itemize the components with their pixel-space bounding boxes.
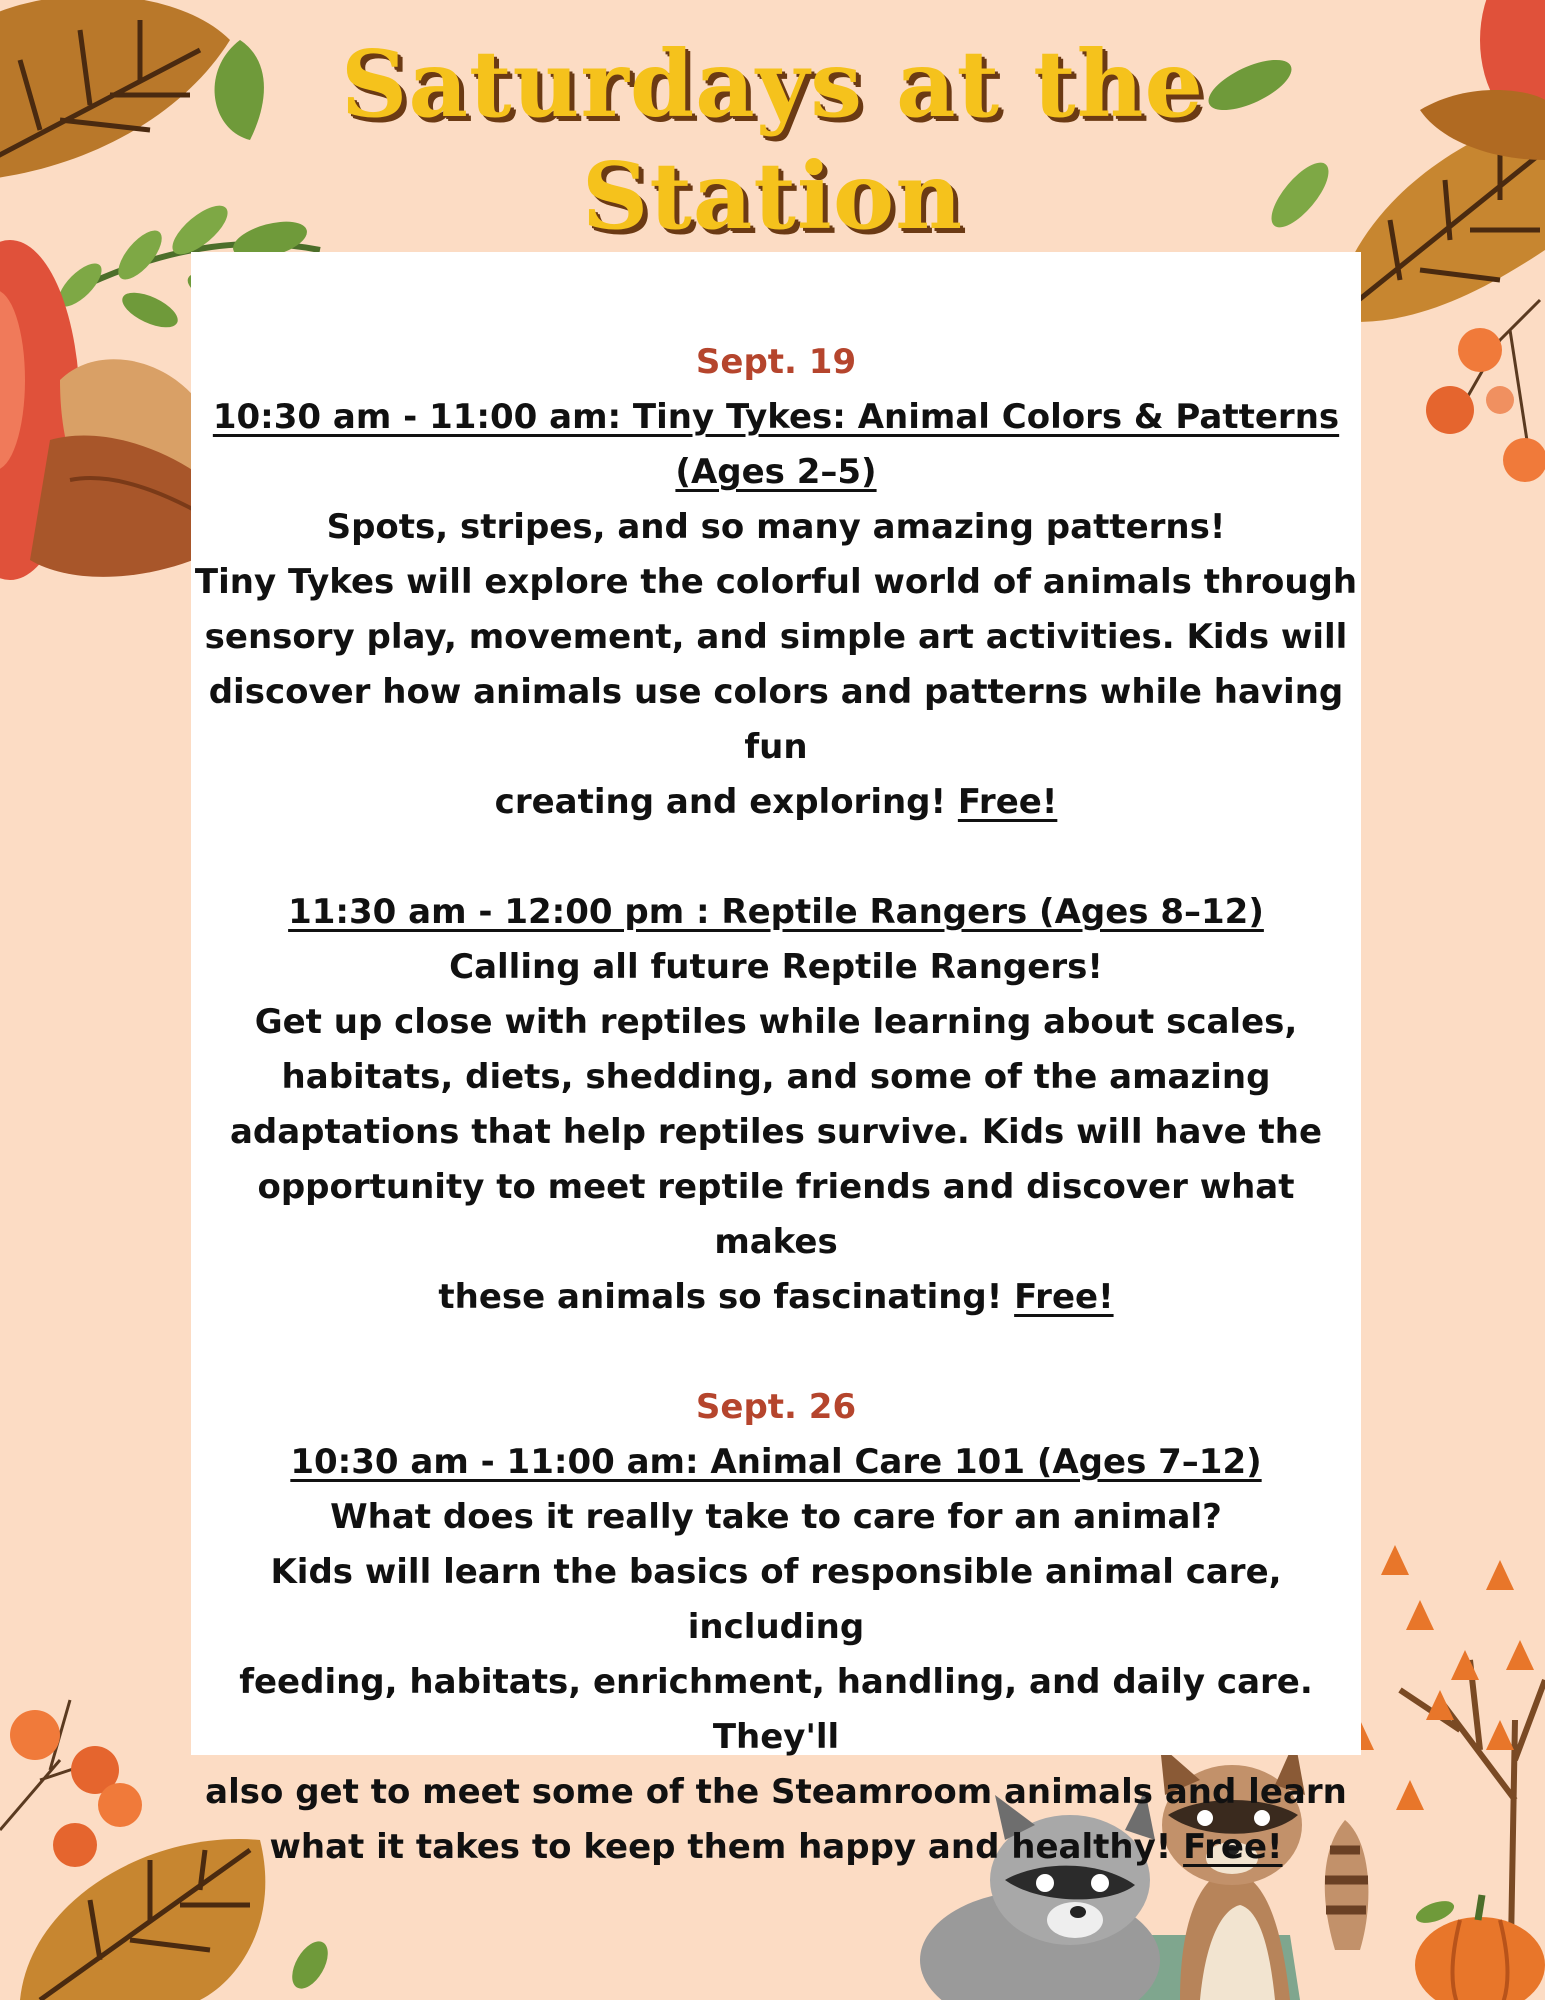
free-label: Free! xyxy=(957,782,1058,822)
title-line-2: Station xyxy=(581,142,964,250)
event-heading-line-1: 10:30 am - 11:00 am: Tiny Tykes: Animal Colors & Patterns xyxy=(212,397,1340,437)
section-spacer xyxy=(191,1325,1361,1380)
schedule-content xyxy=(191,335,1361,1875)
red-berries-icon xyxy=(1426,300,1545,482)
event-description-line: sensory play, movement, and simple art activities. Kids will xyxy=(204,617,1348,657)
event-description-text: these animals so fascinating! xyxy=(438,1277,1003,1317)
title-line-1: Saturdays at the xyxy=(340,30,1205,138)
event-description-line: discover how animals use colors and patterns while having fun xyxy=(208,672,1344,767)
event-description-line: feeding, habitats, enrichment, handling, and daily care. They'll xyxy=(239,1662,1313,1757)
event-reptile-rangers xyxy=(191,885,1361,1325)
event-tagline: What does it really take to care for an animal? xyxy=(330,1497,1222,1537)
event-tiny-tykes xyxy=(191,335,1361,830)
event-description-line xyxy=(191,1820,1361,1875)
event-heading-line-1: 11:30 am - 12:00 pm : Reptile Rangers (Ages 8–12) xyxy=(288,892,1264,932)
page-title xyxy=(0,28,1545,252)
event-description-line: also get to meet some of the Steamroom animals and learn xyxy=(205,1772,1347,1812)
event-description-line xyxy=(191,1270,1361,1325)
event-heading xyxy=(191,885,1361,940)
event-description-line: habitats, diets, shedding, and some of the amazing xyxy=(281,1057,1271,1097)
event-tagline: Calling all future Reptile Rangers! xyxy=(449,947,1103,987)
event-heading-line-2: (Ages 2–5) xyxy=(675,452,877,492)
event-description-line: adaptations that help reptiles survive. Kids will have the xyxy=(229,1112,1323,1152)
event-date: Sept. 26 xyxy=(695,1387,857,1427)
event-description-text: creating and exploring! xyxy=(494,782,947,822)
event-description-line: Tiny Tykes will explore the colorful world of animals through xyxy=(194,562,1358,602)
event-heading-ages xyxy=(191,445,1361,500)
event-heading-line-1: 10:30 am - 11:00 am: Animal Care 101 (Ages 7–12) xyxy=(290,1442,1262,1482)
event-tagline: Spots, stripes, and so many amazing patterns! xyxy=(326,507,1226,547)
free-label: Free! xyxy=(1183,1827,1283,1867)
event-date: Sept. 19 xyxy=(695,342,857,382)
section-spacer xyxy=(191,830,1361,885)
event-animal-care xyxy=(191,1380,1361,1875)
event-description-line: Kids will learn the basics of responsible animal care, including xyxy=(270,1552,1282,1647)
pumpkin-icon xyxy=(1413,1895,1545,2000)
event-description-line: Get up close with reptiles while learning about scales, xyxy=(254,1002,1298,1042)
event-description-text: what it takes to keep them happy and healthy! xyxy=(269,1827,1172,1867)
red-berries-icon xyxy=(0,1700,142,1867)
event-description-line: opportunity to meet reptile friends and discover what makes xyxy=(257,1167,1295,1262)
event-heading xyxy=(191,390,1361,445)
event-description-line xyxy=(191,775,1361,830)
free-label: Free! xyxy=(1014,1277,1114,1317)
event-heading xyxy=(191,1435,1361,1490)
